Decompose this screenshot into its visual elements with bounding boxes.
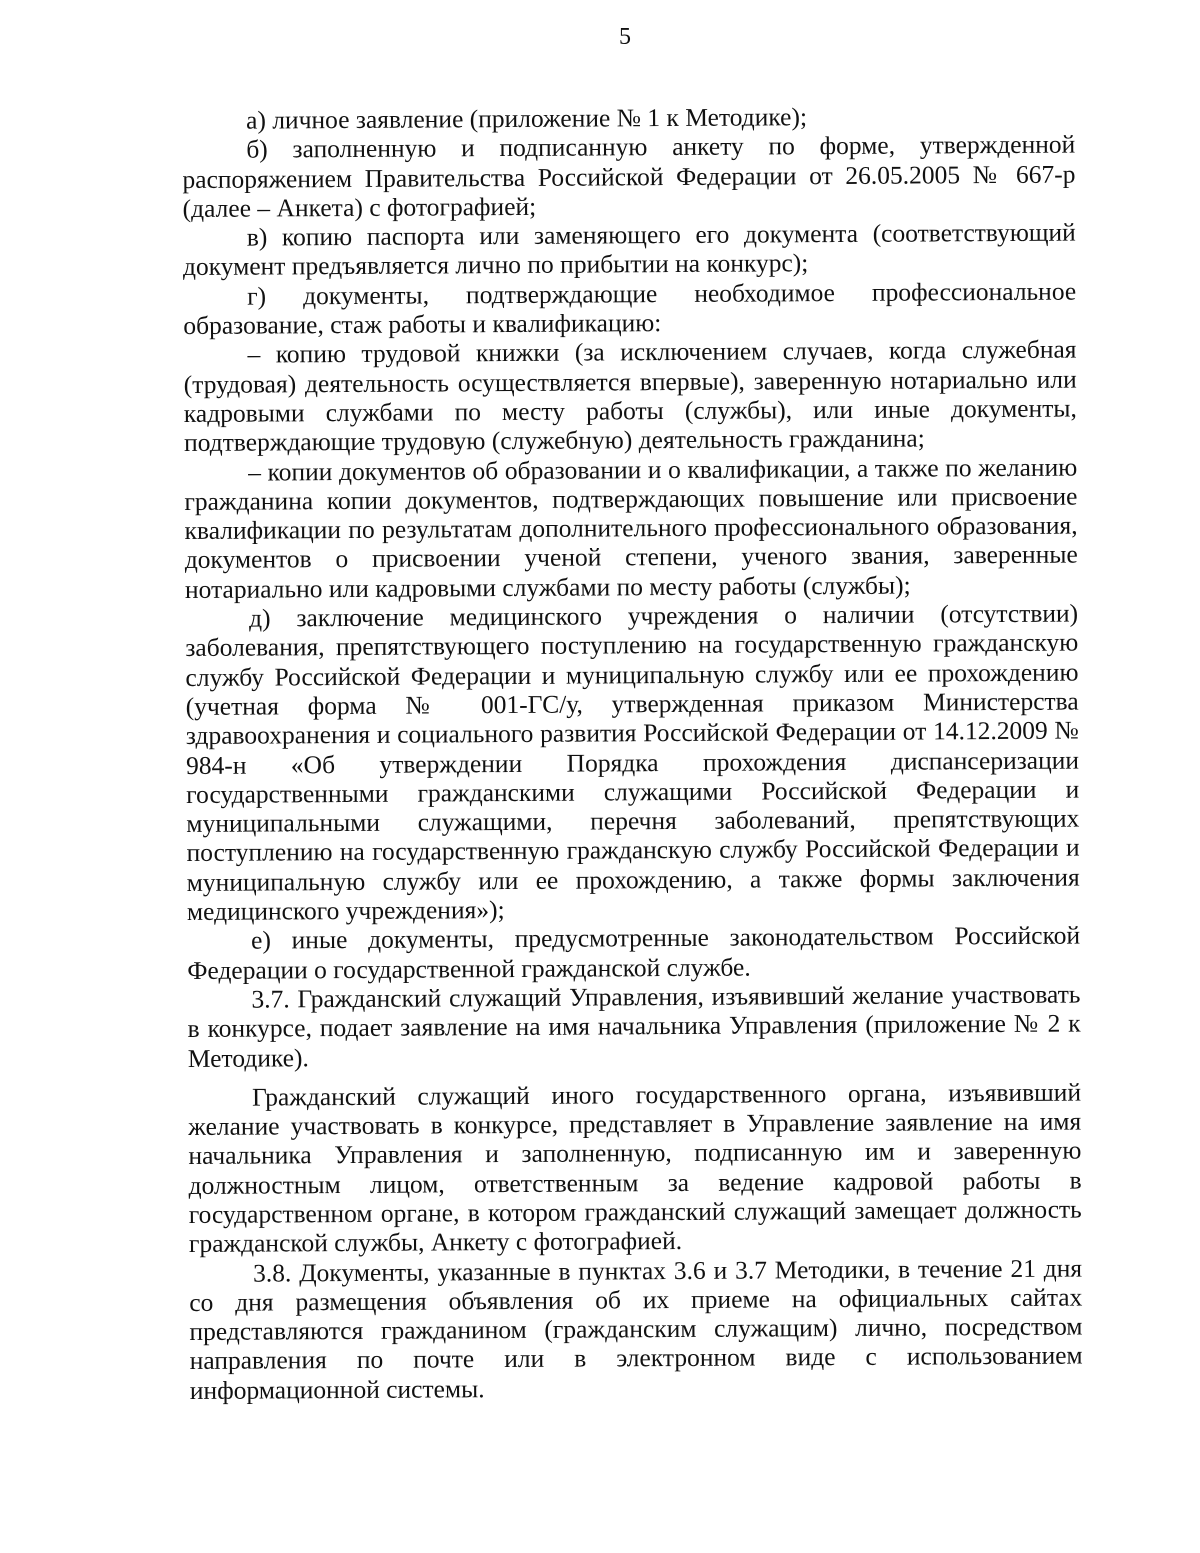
paragraph-item-a: а) личное заявление (приложение № 1 к Методике); bbox=[245, 102, 808, 135]
paragraph-item-d: д) заключение медицинского учреждения о наличии (отсутствии) заболевания, препятствующего поступлению на государственную гражданскую службу Российской Федерации и муниципальную службу или ее прохождению (учетная форма № 001-ГС/у, утвержденная приказом Министерства здравоохранения и социального развития Российской Федерации от 14.12.2009 № 984-н «Об утверждении Порядка прохождения диспансеризации государственными гражданскими служащими Российской Федерации и муниципальными служащими, перечня заболеваний, препятствующих поступлению на государственную гражданскую службу Российской Федерации и муниципальную службу или ее прохождению, а также формы заключения медицинского учреждения»); bbox=[185, 598, 1080, 927]
document-body bbox=[182, 101, 1083, 1405]
paragraph-employment-record: – копию трудовой книжки (за исключением случаев, когда служебная (трудовая) деятельность осуществляется впервые), заверенную нотариально или кадровыми службами по месту работы (службы), или иные документы, подтверждающие трудовую (служебную) деятельность гражданина; bbox=[183, 334, 1077, 458]
paragraph-item-g: г) документы, подтверждающие необходимое профессиональное образование, стаж работы и квалификацию: bbox=[183, 276, 1077, 341]
paragraph-item-b: б) заполненную и подписанную анкету по форме, утвержденной распоряжением Правительства Российской Федерации от 26.05.2005 № 667-р (далее – Анкета) с фотографией; bbox=[182, 129, 1076, 223]
paragraph-3-7: 3.7. Гражданский служащий Управления, изъявивший желание участвовать в конкурсе, подает заявление на имя начальника Управления (приложение № 2 к Методике). bbox=[187, 979, 1081, 1073]
paragraph-3-8: 3.8. Документы, указанные в пунктах 3.6 и 3.7 Методики, в течение 21 дня со дня размещения объявления об их приеме на официальных сайтах представляются гражданином (гражданским служащим) лично, посредством направления по почте или в электронном виде с использованием информационной системы. bbox=[189, 1253, 1083, 1405]
paragraph-education-documents: – копии документов об образовании и о квалификации, а также по желанию гражданина копии документов, подтверждающих повышение или присвоение квалификации по результатам дополнительного профессионального образования, документов о присвоении ученой степени, ученого звания, заверенные нотариально или кадровыми службами по месту работы (службы); bbox=[184, 452, 1078, 604]
paragraph-item-e: е) иные документы, предусмотренные законодательством Российской Федерации о государственной гражданской службе. bbox=[187, 920, 1081, 985]
paragraph-other-agency: Гражданский служащий иного государственного органа, изъявивший желание участвовать в конкурсе, представляет в Управление заявление на имя начальника Управления и заполненную, подписанную им и заверенную должностным лицом, ответственным за ведение кадровой работы в государственном органе, в котором гражданский служащий замещает должность гражданской службы, Анкету с фотографией. bbox=[188, 1077, 1082, 1259]
page-number: 5 bbox=[619, 24, 631, 50]
paragraph-item-v: в) копию паспорта или заменяющего его документа (соответствующий документ предъявляется лично по прибытии на конкурс); bbox=[182, 217, 1076, 282]
